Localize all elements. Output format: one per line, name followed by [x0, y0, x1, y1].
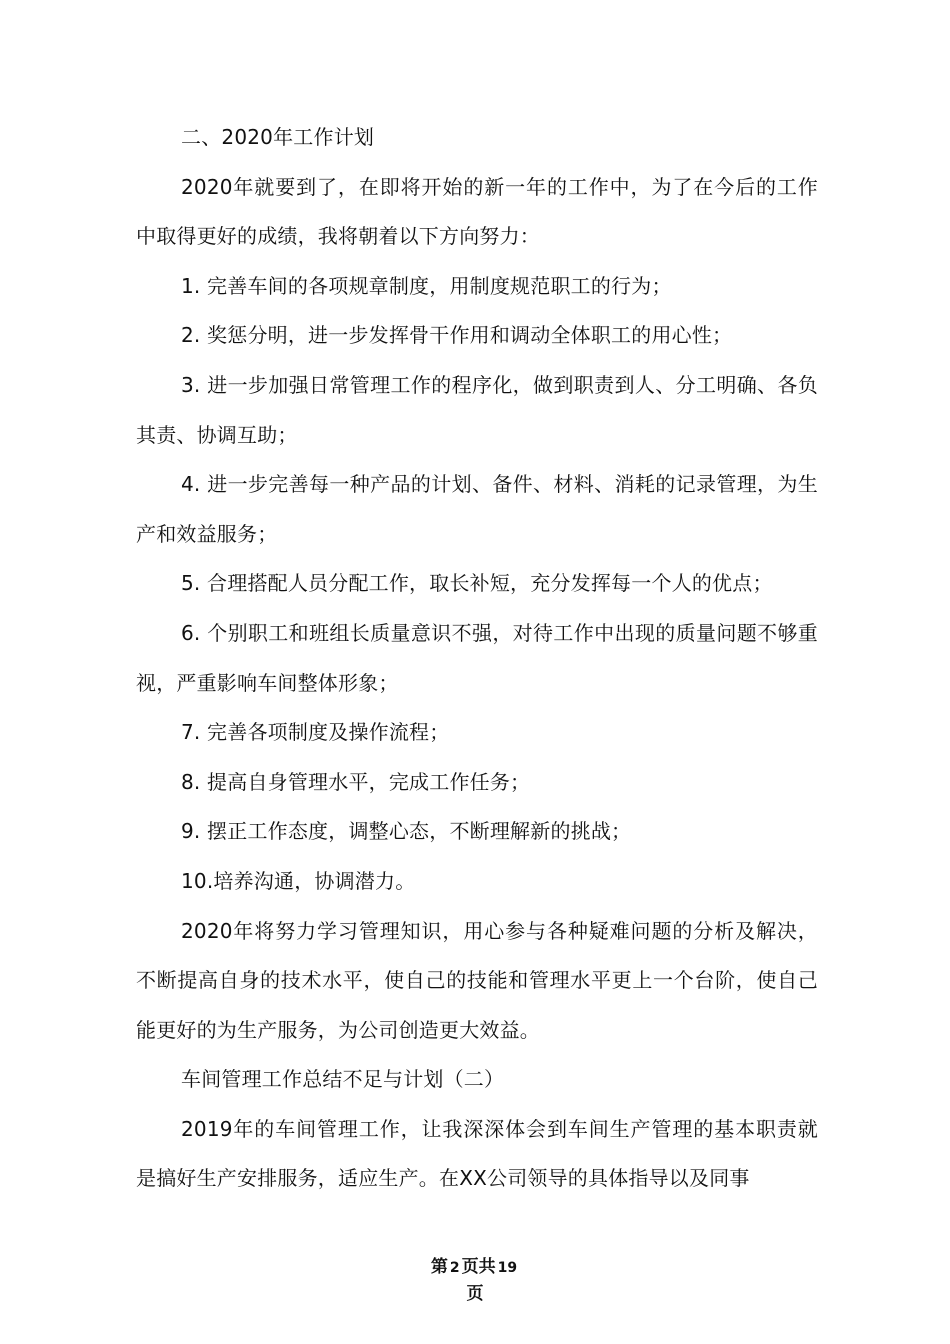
- paragraph-intro: 2020年就要到了，在即将开始的新一年的工作中，为了在今后的工作中取得更好的成绩，我将朝着以下方向努力：: [136, 174, 818, 249]
- page-number-line-1: [0, 1254, 950, 1281]
- list-item-7: 7. 完善各项制度及操作流程；: [181, 720, 450, 745]
- list-item-4: 4. 进一步完善每一种产品的计划、备件、材料、消耗的记录管理，为生产和效益服务；: [136, 472, 818, 546]
- page-number-line-2: 页: [466, 1284, 484, 1304]
- footer-prefix: 第: [430, 1257, 448, 1277]
- section-title-2: 车间管理工作总结不足与计划（二）: [181, 1067, 505, 1092]
- current-page-number: 2: [449, 1260, 460, 1276]
- paragraph-2019: 2019年的车间管理工作，让我深深体会到车间生产管理的基本职责就是搞好生产安排服务，适应生产。在XX公司领导的具体指导以及同事: [136, 1116, 818, 1191]
- paragraph-summary: 2020年将努力学习管理知识，用心参与各种疑难问题的分析及解决，不断提高自身的技术水平，使自己的技能和管理水平更上一个台阶，使自己能更好的为生产服务，为公司创造更大效益。: [136, 918, 818, 1042]
- list-item-5: 5. 合理搭配人员分配工作，取长补短，充分发挥每一个人的优点；: [181, 571, 773, 596]
- list-item-8: 8. 提高自身管理水平，完成工作任务；: [181, 769, 531, 794]
- total-pages-number: 19: [497, 1260, 518, 1276]
- section-heading: 二、2020年工作计划: [181, 125, 375, 149]
- list-item-6: 6. 个别职工和班组长质量意识不强，对待工作中出现的质量问题不够重视，严重影响车间整体形象；: [136, 620, 818, 695]
- list-item-3: 3. 进一步加强日常管理工作的程序化，做到职责到人、分工明确、各负其责、协调互助；: [136, 372, 818, 447]
- footer-middle: 页共: [461, 1257, 496, 1277]
- list-item-9: 9. 摆正工作态度，调整心态，不断理解新的挑战；: [181, 819, 632, 844]
- page-footer: [0, 1254, 950, 1307]
- document-body: [136, 113, 818, 1204]
- list-item-1: 1. 完善车间的各项规章制度，用制度规范职工的行为；: [181, 273, 672, 298]
- list-item-2: 2. 奖惩分明，进一步发挥骨干作用和调动全体职工的用心性；: [181, 323, 733, 348]
- list-item-10: 10.培养沟通，协调潜力。: [181, 868, 416, 893]
